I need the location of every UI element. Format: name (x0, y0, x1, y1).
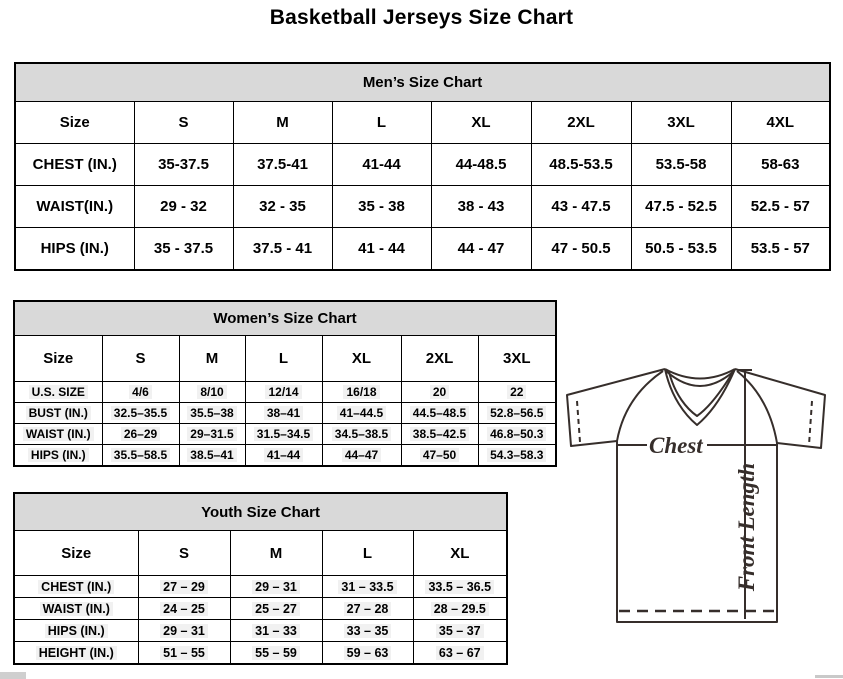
column-header: M (230, 531, 322, 576)
size-value-cell: 27 – 28 (322, 598, 413, 620)
size-value-cell: 29 - 32 (134, 186, 233, 228)
size-value-cell: 33 – 35 (322, 620, 413, 642)
row-label: HIPS (IN.) (14, 445, 102, 467)
table-row (14, 598, 507, 620)
youth-size-table (13, 492, 508, 665)
size-value-cell: 35 - 38 (332, 186, 431, 228)
size-value-cell: 47.5 - 52.5 (631, 186, 731, 228)
row-label: U.S. SIZE (14, 382, 102, 403)
column-header: XL (431, 102, 531, 144)
size-value-cell: 47 - 50.5 (531, 228, 631, 271)
size-value-cell: 34.5–38.5 (322, 424, 401, 445)
column-header: S (102, 336, 179, 382)
size-value-cell: 44–47 (322, 445, 401, 467)
size-value-cell: 31.5–34.5 (245, 424, 322, 445)
mens-chart-title: Men’s Size Chart (15, 63, 830, 102)
youth-chart-title: Youth Size Chart (14, 493, 507, 531)
size-value-cell: 38.5–42.5 (401, 424, 478, 445)
jersey-left-seam (617, 371, 663, 441)
chest-label: Chest (649, 433, 703, 458)
size-value-cell: 20 (401, 382, 478, 403)
size-value-cell: 26–29 (102, 424, 179, 445)
column-header: 2XL (531, 102, 631, 144)
size-value-cell: 8/10 (179, 382, 245, 403)
table-row (14, 642, 507, 665)
table-row (15, 228, 830, 271)
size-value-cell: 32.5–35.5 (102, 403, 179, 424)
size-value-cell: 48.5-53.5 (531, 144, 631, 186)
size-value-cell: 29 – 31 (138, 620, 230, 642)
column-header: Size (14, 531, 138, 576)
size-value-cell: 47–50 (401, 445, 478, 467)
size-value-cell: 41–44.5 (322, 403, 401, 424)
size-value-cell: 22 (478, 382, 556, 403)
column-header: XL (413, 531, 507, 576)
size-value-cell: 55 – 59 (230, 642, 322, 665)
size-value-cell: 37.5 - 41 (233, 228, 332, 271)
size-value-cell: 63 – 67 (413, 642, 507, 665)
column-header-row (14, 531, 507, 576)
size-value-cell: 41–44 (245, 445, 322, 467)
table-row (15, 186, 830, 228)
size-value-cell: 35.5–38 (179, 403, 245, 424)
size-value-cell: 38–41 (245, 403, 322, 424)
column-header: M (179, 336, 245, 382)
table-row (14, 445, 556, 467)
size-value-cell: 24 – 25 (138, 598, 230, 620)
size-value-cell: 50.5 - 53.5 (631, 228, 731, 271)
mens-size-table (14, 62, 831, 271)
row-label: WAIST (IN.) (14, 598, 138, 620)
size-value-cell: 32 - 35 (233, 186, 332, 228)
table-row (14, 403, 556, 424)
column-header: L (322, 531, 413, 576)
size-value-cell: 44-48.5 (431, 144, 531, 186)
size-value-cell: 41-44 (332, 144, 431, 186)
front-length-label: Front Length (734, 462, 759, 592)
size-value-cell: 31 – 33.5 (322, 576, 413, 598)
size-value-cell: 54.3–58.3 (478, 445, 556, 467)
column-header-row (14, 336, 556, 382)
size-value-cell: 35.5–58.5 (102, 445, 179, 467)
size-value-cell: 46.8–50.3 (478, 424, 556, 445)
size-value-cell: 59 – 63 (322, 642, 413, 665)
size-value-cell: 25 – 27 (230, 598, 322, 620)
size-value-cell: 12/14 (245, 382, 322, 403)
size-value-cell: 52.8–56.5 (478, 403, 556, 424)
jersey-right-seam (737, 371, 777, 443)
jersey-right-cuff-stitch (809, 401, 812, 445)
column-header: 4XL (731, 102, 830, 144)
row-label: CHEST (IN.) (14, 576, 138, 598)
row-label: BUST (IN.) (14, 403, 102, 424)
column-header: Size (15, 102, 134, 144)
size-value-cell: 37.5-41 (233, 144, 332, 186)
column-header-row (15, 102, 830, 144)
size-value-cell: 35 - 37.5 (134, 228, 233, 271)
jersey-left-cuff-stitch (577, 401, 580, 442)
size-value-cell: 35-37.5 (134, 144, 233, 186)
column-header: S (138, 531, 230, 576)
column-header: 3XL (478, 336, 556, 382)
row-label: HIPS (IN.) (14, 620, 138, 642)
column-header: L (332, 102, 431, 144)
size-value-cell: 43 - 47.5 (531, 186, 631, 228)
size-value-cell: 16/18 (322, 382, 401, 403)
size-value-cell: 35 – 37 (413, 620, 507, 642)
size-value-cell: 52.5 - 57 (731, 186, 830, 228)
size-value-cell: 44.5–48.5 (401, 403, 478, 424)
size-value-cell: 53.5 - 57 (731, 228, 830, 271)
womens-chart-title: Women’s Size Chart (14, 301, 556, 336)
size-value-cell: 29–31.5 (179, 424, 245, 445)
table-row (14, 424, 556, 445)
column-header: S (134, 102, 233, 144)
jersey-diagram-svg (555, 355, 843, 679)
row-label: WAIST(IN.) (15, 186, 134, 228)
size-value-cell: 41 - 44 (332, 228, 431, 271)
page-title: Basketball Jerseys Size Chart (269, 6, 574, 29)
scrollbar-fragment-right (815, 675, 843, 678)
jersey-measurement-diagram (555, 355, 843, 679)
column-header: XL (322, 336, 401, 382)
row-label: HIPS (IN.) (15, 228, 134, 271)
row-label: CHEST (IN.) (15, 144, 134, 186)
table-row (14, 620, 507, 642)
size-value-cell: 29 – 31 (230, 576, 322, 598)
size-value-cell: 4/6 (102, 382, 179, 403)
size-value-cell: 58-63 (731, 144, 830, 186)
size-value-cell: 28 – 29.5 (413, 598, 507, 620)
scrollbar-fragment-left (0, 672, 26, 679)
column-header: 2XL (401, 336, 478, 382)
table-row (14, 382, 556, 403)
size-value-cell: 33.5 – 36.5 (413, 576, 507, 598)
womens-size-table (13, 300, 557, 467)
size-value-cell: 38 - 43 (431, 186, 531, 228)
column-header: Size (14, 336, 102, 382)
column-header: M (233, 102, 332, 144)
size-value-cell: 27 – 29 (138, 576, 230, 598)
table-row (14, 576, 507, 598)
size-value-cell: 51 – 55 (138, 642, 230, 665)
column-header: 3XL (631, 102, 731, 144)
size-value-cell: 38.5–41 (179, 445, 245, 467)
size-value-cell: 31 – 33 (230, 620, 322, 642)
size-value-cell: 53.5-58 (631, 144, 731, 186)
row-label: WAIST (IN.) (14, 424, 102, 445)
column-header: L (245, 336, 322, 382)
table-row (15, 144, 830, 186)
row-label: HEIGHT (IN.) (14, 642, 138, 665)
size-value-cell: 44 - 47 (431, 228, 531, 271)
